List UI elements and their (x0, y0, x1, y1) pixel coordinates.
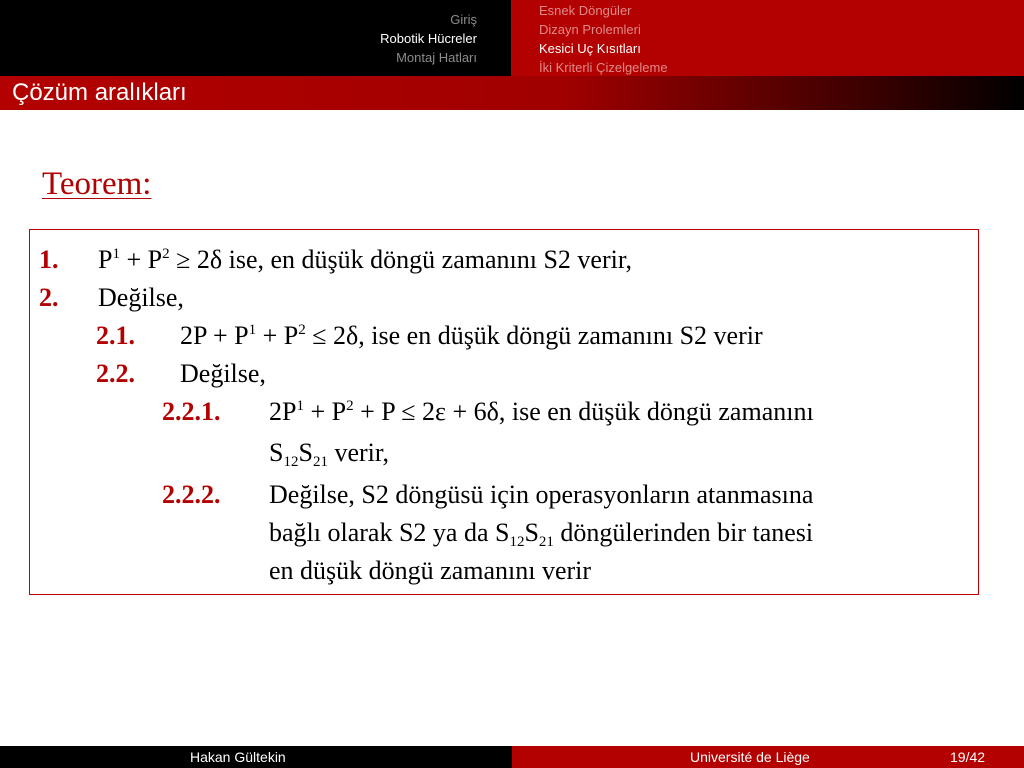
nav-subsection-iki-kriterli[interactable]: İki Kriterli Çizelgeleme (539, 60, 668, 75)
theorem-heading: Teorem: (42, 166, 152, 202)
item-number: 2.2. (96, 359, 135, 388)
formula-part: + P (256, 321, 299, 350)
subscript: 21 (312, 454, 328, 470)
theorem-item-2-2-2-line-2 (269, 518, 813, 548)
item-number: 2.2.2. (162, 480, 221, 509)
formula-part: S (524, 518, 539, 547)
item-text: Değilse, (98, 283, 184, 312)
footer (0, 746, 1024, 768)
theorem-item-2-2-1-continuation (269, 438, 389, 468)
nav-subsection-esnek-donguler[interactable]: Esnek Döngüler (539, 3, 632, 18)
formula-part: S (298, 438, 313, 467)
formula-part: bağlı olarak S2 ya da S (269, 518, 510, 547)
nav-subsection-dizayn-prolemleri[interactable]: Dizayn Prolemleri (539, 22, 641, 37)
formula-part: + P (119, 245, 163, 274)
item-number: 1. (39, 245, 59, 274)
superscript: 2 (162, 246, 170, 262)
section-nav-panel (323, 0, 511, 76)
frame-title-bar (0, 76, 1024, 110)
formula-part: P (98, 245, 113, 274)
subscript: 12 (283, 454, 299, 470)
formula-part: döngülerinden bir tanesi (553, 518, 814, 547)
item-number: 2. (39, 283, 59, 312)
item-text: Değilse, (180, 359, 266, 388)
formula-part: verir, (327, 438, 389, 467)
footer-institute: Université de Liège (690, 749, 810, 765)
item-text (98, 245, 632, 275)
footer-page-number: 19/42 (950, 749, 986, 765)
footer-left (0, 746, 512, 768)
subsection-nav (539, 1, 668, 77)
header-navigation (0, 0, 1024, 76)
formula-part: + P (303, 397, 347, 426)
subsection-nav-panel (511, 0, 1024, 76)
formula-part: ≥ 2δ ise, en düşük döngü zamanını S2 verir, (169, 245, 632, 274)
nav-section-montaj-hatlari[interactable]: Montaj Hatları (396, 50, 477, 65)
superscript: 1 (296, 398, 304, 414)
item-number: 2.1. (96, 321, 135, 350)
theorem-box (29, 229, 979, 595)
superscript: 2 (346, 398, 354, 414)
superscript: 1 (248, 322, 257, 338)
footer-author: Hakan Gültekin (190, 749, 286, 765)
formula-part: + P ≤ 2ε + 6δ, ise en düşük döngü zamanını (353, 397, 814, 426)
theorem-item-2-2-2 (162, 480, 814, 510)
theorem-item-2-2 (96, 359, 266, 389)
subscript: 21 (538, 534, 554, 550)
item-text (180, 321, 763, 351)
frame-title: Çözüm aralıkları (12, 79, 187, 106)
formula-part: 2P + P (180, 321, 249, 350)
theorem-item-2-2-2-line-3: en düşük döngü zamanını verir (269, 556, 592, 585)
nav-section-robotik-hucreler[interactable]: Robotik Hücreler (380, 31, 477, 46)
item-text: Değilse, S2 döngüsü için operasyonların atanmasına (269, 480, 814, 509)
theorem-item-2 (39, 283, 184, 313)
nav-subsection-kesici-uc-kisitlari[interactable]: Kesici Uç Kısıtları (539, 41, 641, 56)
section-nav (380, 10, 477, 67)
footer-right (512, 746, 1024, 768)
formula-part: ≤ 2δ, ise en düşük döngü zamanını S2 verir (305, 321, 763, 350)
superscript: 2 (298, 322, 306, 338)
formula-part: 2P (269, 397, 297, 426)
subscript: 12 (509, 534, 525, 550)
superscript: 1 (112, 246, 120, 262)
nav-section-giris[interactable]: Giriş (450, 12, 477, 27)
header-left-panel (0, 0, 323, 76)
item-number: 2.2.1. (162, 397, 221, 426)
formula-part: S (269, 438, 284, 467)
item-text (269, 397, 814, 427)
